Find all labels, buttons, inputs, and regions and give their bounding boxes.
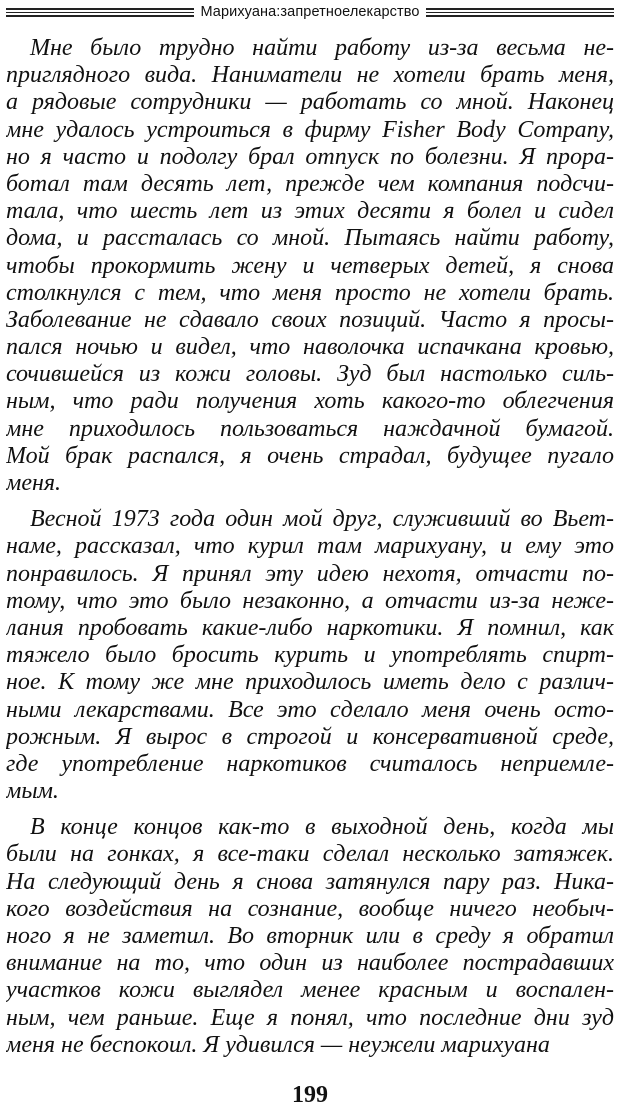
paragraph-gap	[6, 805, 614, 814]
text-line: где употребление наркотиков считалось неприемле-	[6, 750, 614, 777]
paragraph	[6, 506, 614, 805]
header-rule-left	[6, 8, 194, 17]
text-line: тому, что это было незаконно, а отчасти из-за неже-	[6, 587, 614, 614]
text-line: ным, чем раньше. Еще я понял, что последние дни зуд	[6, 1004, 614, 1031]
text-line: участков кожи выглядел менее красным и воспален-	[6, 977, 614, 1004]
text-line: ными лекарствами. Все это сделало меня очень осто-	[6, 696, 614, 723]
text-line: понравилось. Я принял эту идею нехотя, отчасти по-	[6, 560, 614, 587]
page-number: 199	[292, 1082, 328, 1108]
text-line: мым.	[6, 778, 59, 805]
text-line: В конце концов как-то в выходной день, когда мы	[30, 814, 614, 841]
text-line: Мой брак распался, я очень страдал, будущее пугало	[6, 442, 614, 469]
paragraph	[6, 35, 614, 497]
paragraph	[6, 814, 614, 1059]
text-line: мне удалось устроиться в фирму Fisher Body Company,	[6, 116, 614, 143]
text-line: На следующий день я снова затянулся пару раз. Ника-	[6, 868, 614, 895]
running-header	[6, 2, 614, 22]
text-line: тяжело было бросить курить и употреблять спирт-	[6, 642, 614, 669]
text-line: сочившейся из кожи головы. Зуд был настолько силь-	[6, 361, 614, 388]
text-line: ным, что ради получения хоть какого-то облегчения	[6, 388, 614, 415]
text-line: рожным. Я вырос в строгой и консервативной среде,	[6, 723, 614, 750]
text-line: пался ночью и видел, что наволочка испачкана кровью,	[6, 334, 614, 361]
text-line: приглядного вида. Наниматели не хотели брать меня,	[6, 62, 614, 89]
text-line: столкнулся с тем, что меня просто не хотели брать.	[6, 279, 614, 306]
text-line: дома, и рассталась со мной. Пытаясь найти работу,	[6, 225, 614, 252]
header-rule-right	[426, 8, 614, 17]
text-line: были на гонках, я все-таки сделал несколько затяжек.	[6, 841, 614, 868]
body-text	[6, 35, 614, 1059]
text-line: внимание на то, что один из наиболее пострадавших	[6, 950, 614, 977]
text-line: Весной 1973 года один мой друг, служивший во Вьет-	[30, 506, 614, 533]
text-line: ное. К тому же мне приходилось иметь дело с различ-	[6, 669, 614, 696]
text-line: наме, рассказал, что курил там марихуану, и ему это	[6, 533, 614, 560]
text-line: ного я не заметил. Во вторник или в среду я обратил	[6, 923, 614, 949]
text-line: но я часто и подолгу брал отпуск по болезни. Я прора-	[6, 143, 614, 170]
paragraph-gap	[6, 497, 614, 506]
text-line: чтобы прокормить жену и четверых детей, я снова	[6, 252, 614, 279]
text-line: Мне было трудно найти работу из-за весьма не-	[30, 35, 614, 61]
running-header-title: Марихуана:запретноелекарство	[200, 4, 420, 20]
text-line: Заболевание не сдавало своих позиций. Часто я просы-	[6, 306, 614, 333]
text-line: мне приходилось пользоваться наждачной бумагой.	[6, 415, 614, 442]
text-line: а рядовые сотрудники — работать со мной. Наконец	[6, 89, 614, 116]
text-line: меня не беспокоил. Я удивился — неужели марихуана	[6, 1031, 550, 1058]
text-line: ботал там десять лет, прежде чем компания подсчи-	[6, 170, 614, 197]
text-line: лания пробовать какие-либо наркотики. Я помнил, как	[6, 614, 614, 641]
text-line: меня.	[6, 470, 62, 496]
text-line: кого воздействия на сознание, вообще ничего необыч-	[6, 895, 614, 922]
text-line: тала, что шесть лет из этих десяти я болел и сидел	[6, 198, 614, 225]
